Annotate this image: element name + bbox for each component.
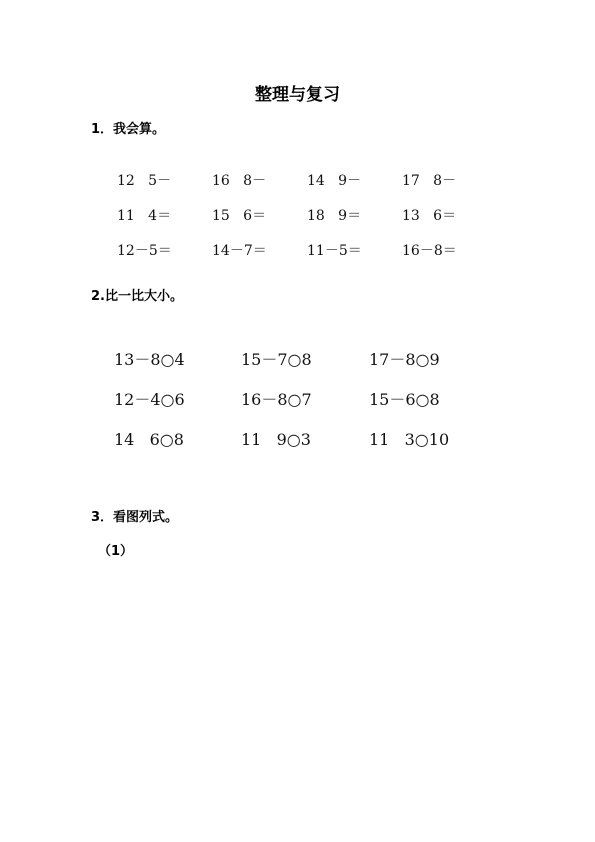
calc-item: 16 8－ (212, 173, 267, 189)
calc-item: 18 9＝ (307, 208, 362, 224)
calc-item: 12 5－ (117, 173, 172, 189)
calc-item: 13 6＝ (402, 208, 457, 224)
calc-item: 12－5＝ (117, 243, 172, 259)
calc-item: 17 8－ (402, 173, 457, 189)
compare-item: 11 9○3 (241, 430, 311, 449)
compare-item: 17－8○9 (369, 350, 440, 369)
compare-item: 15－7○8 (241, 350, 312, 369)
calc-item: 15 6＝ (212, 208, 267, 224)
section-1-heading: 1．我会算。 (91, 122, 166, 137)
compare-item: 13－8○4 (114, 350, 185, 369)
page-title: 整理与复习 (255, 85, 340, 105)
compare-item: 12－4○6 (114, 390, 185, 409)
compare-item: 11 3○10 (369, 430, 450, 449)
section-3-heading: 3．看图列式。 (91, 510, 179, 525)
calc-item: 11－5＝ (307, 243, 362, 259)
calc-item: 14 9－ (307, 173, 362, 189)
calc-item: 11 4＝ (117, 208, 172, 224)
calc-item: 14－7＝ (212, 243, 267, 259)
compare-item: 14 6○8 (114, 430, 184, 449)
calc-item: 16－8＝ (402, 243, 457, 259)
section-2-heading: 2.比一比大小。 (91, 289, 183, 304)
compare-item: 16－8○7 (241, 390, 312, 409)
section-3-sub-label: （1） (98, 544, 134, 559)
compare-item: 15－6○8 (369, 390, 440, 409)
